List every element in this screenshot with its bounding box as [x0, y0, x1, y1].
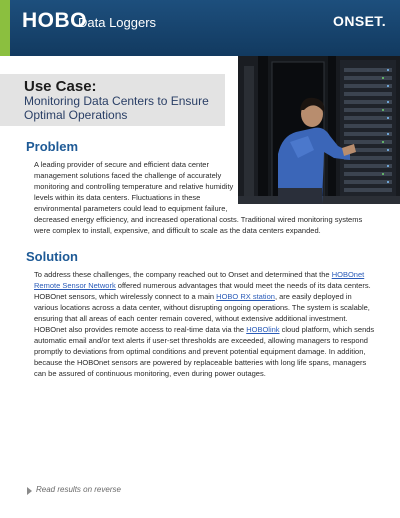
problem-paragraph-lower: decreased energy efficiency, and increased operational costs. Traditional wired monitoring systems were complex to install, expensive, and difficult to scale as the data centers expanded. [34, 215, 363, 235]
onset-logo: ONSET. [333, 13, 386, 29]
hobo-rx-station-link[interactable]: HOBO RX station [216, 292, 275, 301]
hobo-logo-subtitle: Data Loggers [78, 15, 157, 30]
data-center-photo-art [238, 56, 400, 204]
use-case-title: Use Case: [24, 78, 97, 95]
use-case-subtitle: Monitoring Data Centers to Ensure Optimal Operations [24, 94, 209, 122]
problem-heading: Problem [26, 139, 79, 154]
header-accent-stripe [0, 0, 10, 56]
hobolink-link[interactable]: HOBOlink [246, 325, 280, 334]
hobo-logo: HOBO [22, 9, 87, 32]
play-arrow-icon [27, 487, 32, 495]
data-center-photo [238, 56, 400, 204]
read-results-note: Read results on reverse [36, 485, 121, 494]
solution-text-1: To address these challenges, the company reached out to Onset and determined that the [34, 270, 332, 279]
solution-paragraph [34, 269, 376, 379]
hobonet-link[interactable]: HOBOnet Remote Sensor Network [34, 270, 365, 290]
problem-paragraph-upper: A leading provider of secure and efficient data center management solutions faced the challenge of accurately monitoring and controlling temperature and relative humidity levels within its data centers. Fluctuations in these environmental parameters could lead to equipment failure, [34, 160, 234, 213]
solution-heading: Solution [26, 249, 78, 264]
solution-text-4: cloud platform, which sends automatic email and/or text alerts if user-set thresholds are exceeded, allowing managers to respond promptly to deviations from optimal conditions and prevent potential equipment damage. In addition, because the HOBOnet sensors are powered by replaceable batteries with long life spans, managers can be assured of continuous monitoring, even during power outages. [34, 325, 375, 378]
solution-text-2: offered numerous advantages that would meet the needs of its data centers. HOBOnet sensors, which wirelessly connect to a main [34, 281, 371, 301]
solution-text-3: , are easily deployed in various locations across a data center, without disrupting ongoing operations. The system is scalable, ensuring that all areas of each center remain covered, without extensive additional investment. HOBOnet also provides remote access to real-time data via the [34, 292, 370, 334]
